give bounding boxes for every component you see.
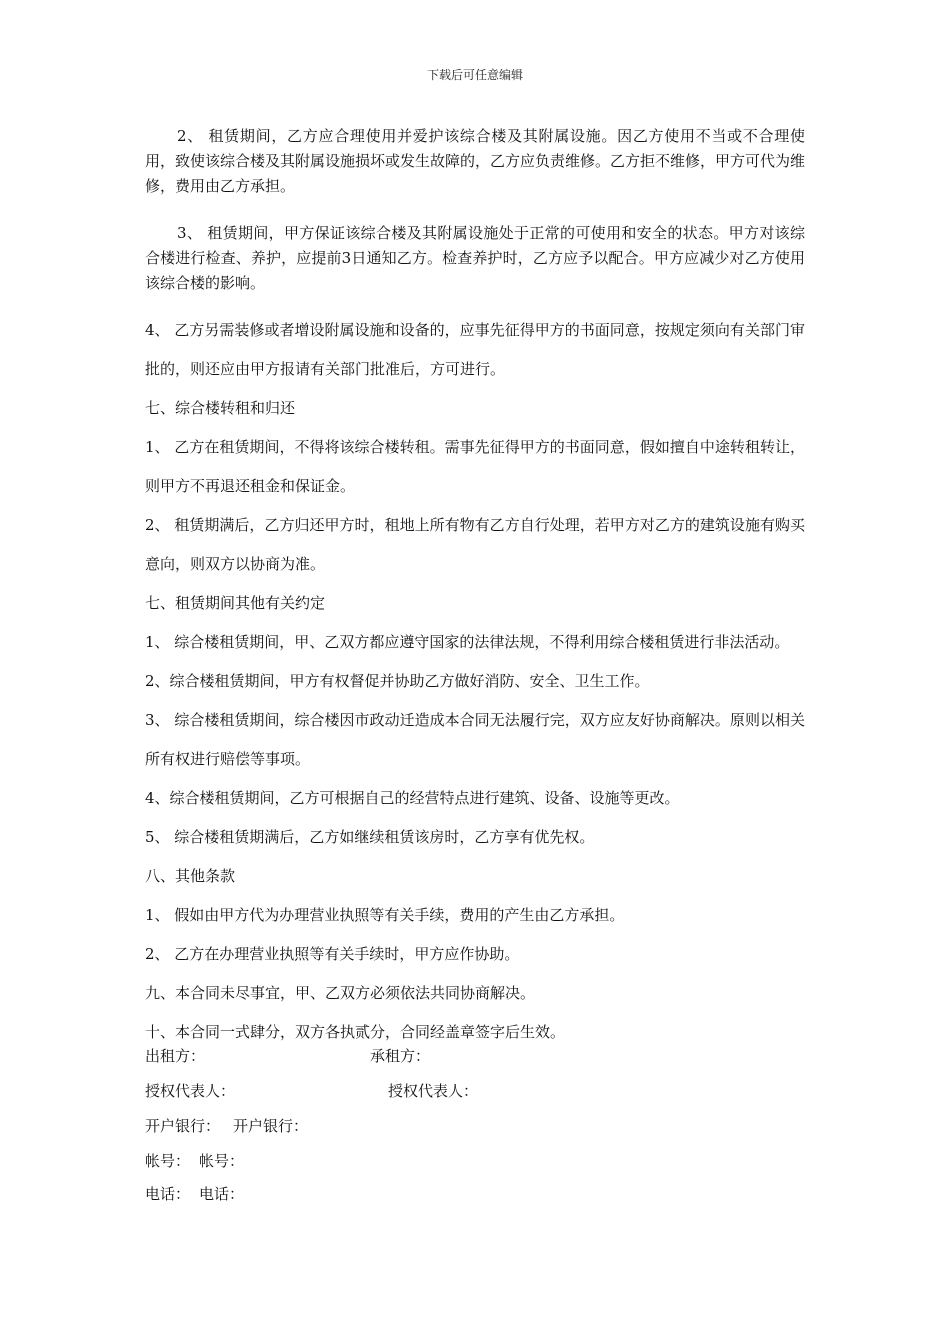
rep-left-label: 授权代表人： [145, 1082, 236, 1100]
clause-8-1-license: 1、 假如由甲方代为办理营业执照等有关手续，费用的产生由乙方承担。 [145, 906, 625, 924]
clause-2-maintenance: 2、 租赁期间，乙方应合理使用并爱护该综合楼及其附属设施。因乙方使用不当或不合理使用，致使该综合楼及其附属设施损坏或发生故障的，乙方应负责维修。乙方拒不维修，甲方可代为维修，费用由乙方承担。 [145, 127, 806, 195]
clause-7b-2-safety: 2、综合楼租赁期间，甲方有权督促并协助乙方做好消防、安全、卫生工作。 [145, 672, 650, 690]
signature-rep-row [145, 1080, 478, 1101]
section-7-sublet-heading: 七、综合楼转租和归还 [145, 399, 296, 417]
account-left-label: 帐号： [145, 1152, 191, 1170]
lessee-label: 承租方： [370, 1047, 431, 1065]
clause-7b-1-law: 1、 综合楼租赁期间，甲、乙双方都应遵守国家的法律法规，不得利用综合楼租赁进行非法活动。 [145, 633, 790, 651]
lessor-label: 出租方： [145, 1047, 206, 1065]
rep-right-label: 授权代表人： [388, 1082, 479, 1100]
clause-7-1-sublet: 1、 乙方在租赁期间，不得将该综合楼转租。需事先征得甲方的书面同意，假如擅自中途转租转让，则甲方不再退还租金和保证金。 [145, 438, 805, 495]
clause-7b-3-relocation: 3、 综合楼租赁期间，综合楼因市政动迁造成本合同无法履行完，双方应友好协商解决。原则以相关所有权进行赔偿等事项。 [145, 711, 805, 768]
bank-left-label: 开户银行： [145, 1117, 221, 1135]
phone-right-label: 电话： [199, 1185, 245, 1203]
signature-bank-row [145, 1115, 308, 1136]
bank-right-label: 开户银行： [233, 1117, 309, 1135]
section-8-heading: 八、其他条款 [145, 867, 236, 885]
contract-body [145, 124, 805, 199]
contract-body-3 [145, 311, 805, 1052]
signature-lessor-row [145, 1045, 430, 1066]
clause-7b-4-changes: 4、综合楼租赁期间，乙方可根据自己的经营特点进行建筑、设备、设施等更改。 [145, 789, 680, 807]
contract-body-2 [145, 221, 805, 296]
clause-7-2-return: 2、 租赁期满后，乙方归还甲方时，租地上所有物有乙方自行处理，若甲方对乙方的建筑设施有购买意向，则双方以协商为准。 [145, 516, 805, 573]
clause-8-2-assist: 2、 乙方在办理营业执照等有关手续时，甲方应作协助。 [145, 945, 520, 963]
clause-3-inspection: 3、 租赁期间，甲方保证该综合楼及其附属设施处于正常的可使用和安全的状态。甲方对该综合楼进行检查、养护，应提前3日通知乙方。检查养护时，乙方应予以配合。甲方应减少对乙方使用该综合楼的影响。 [145, 224, 805, 292]
signature-account-row [145, 1150, 244, 1171]
clause-7b-5-priority: 5、 综合楼租赁期满后，乙方如继续租赁该房时，乙方享有优先权。 [145, 828, 595, 846]
phone-left-label: 电话： [145, 1185, 191, 1203]
section-9: 九、本合同未尽事宜，甲、乙双方必须依法共同协商解决。 [145, 984, 536, 1002]
page-header: 下载后可任意编辑 [426, 68, 523, 82]
signature-phone-row [145, 1183, 244, 1204]
section-10: 十、本合同一式肆分，双方各执贰分，合同经盖章签字后生效。 [145, 1023, 566, 1041]
account-right-label: 帐号： [199, 1152, 245, 1170]
section-7-other-heading: 七、租赁期间其他有关约定 [145, 594, 326, 612]
clause-4-renovation: 4、 乙方另需装修或者增设附属设施和设备的，应事先征得甲方的书面同意，按规定须向有关部门审批的，则还应由甲方报请有关部门批准后，方可进行。 [145, 321, 805, 378]
